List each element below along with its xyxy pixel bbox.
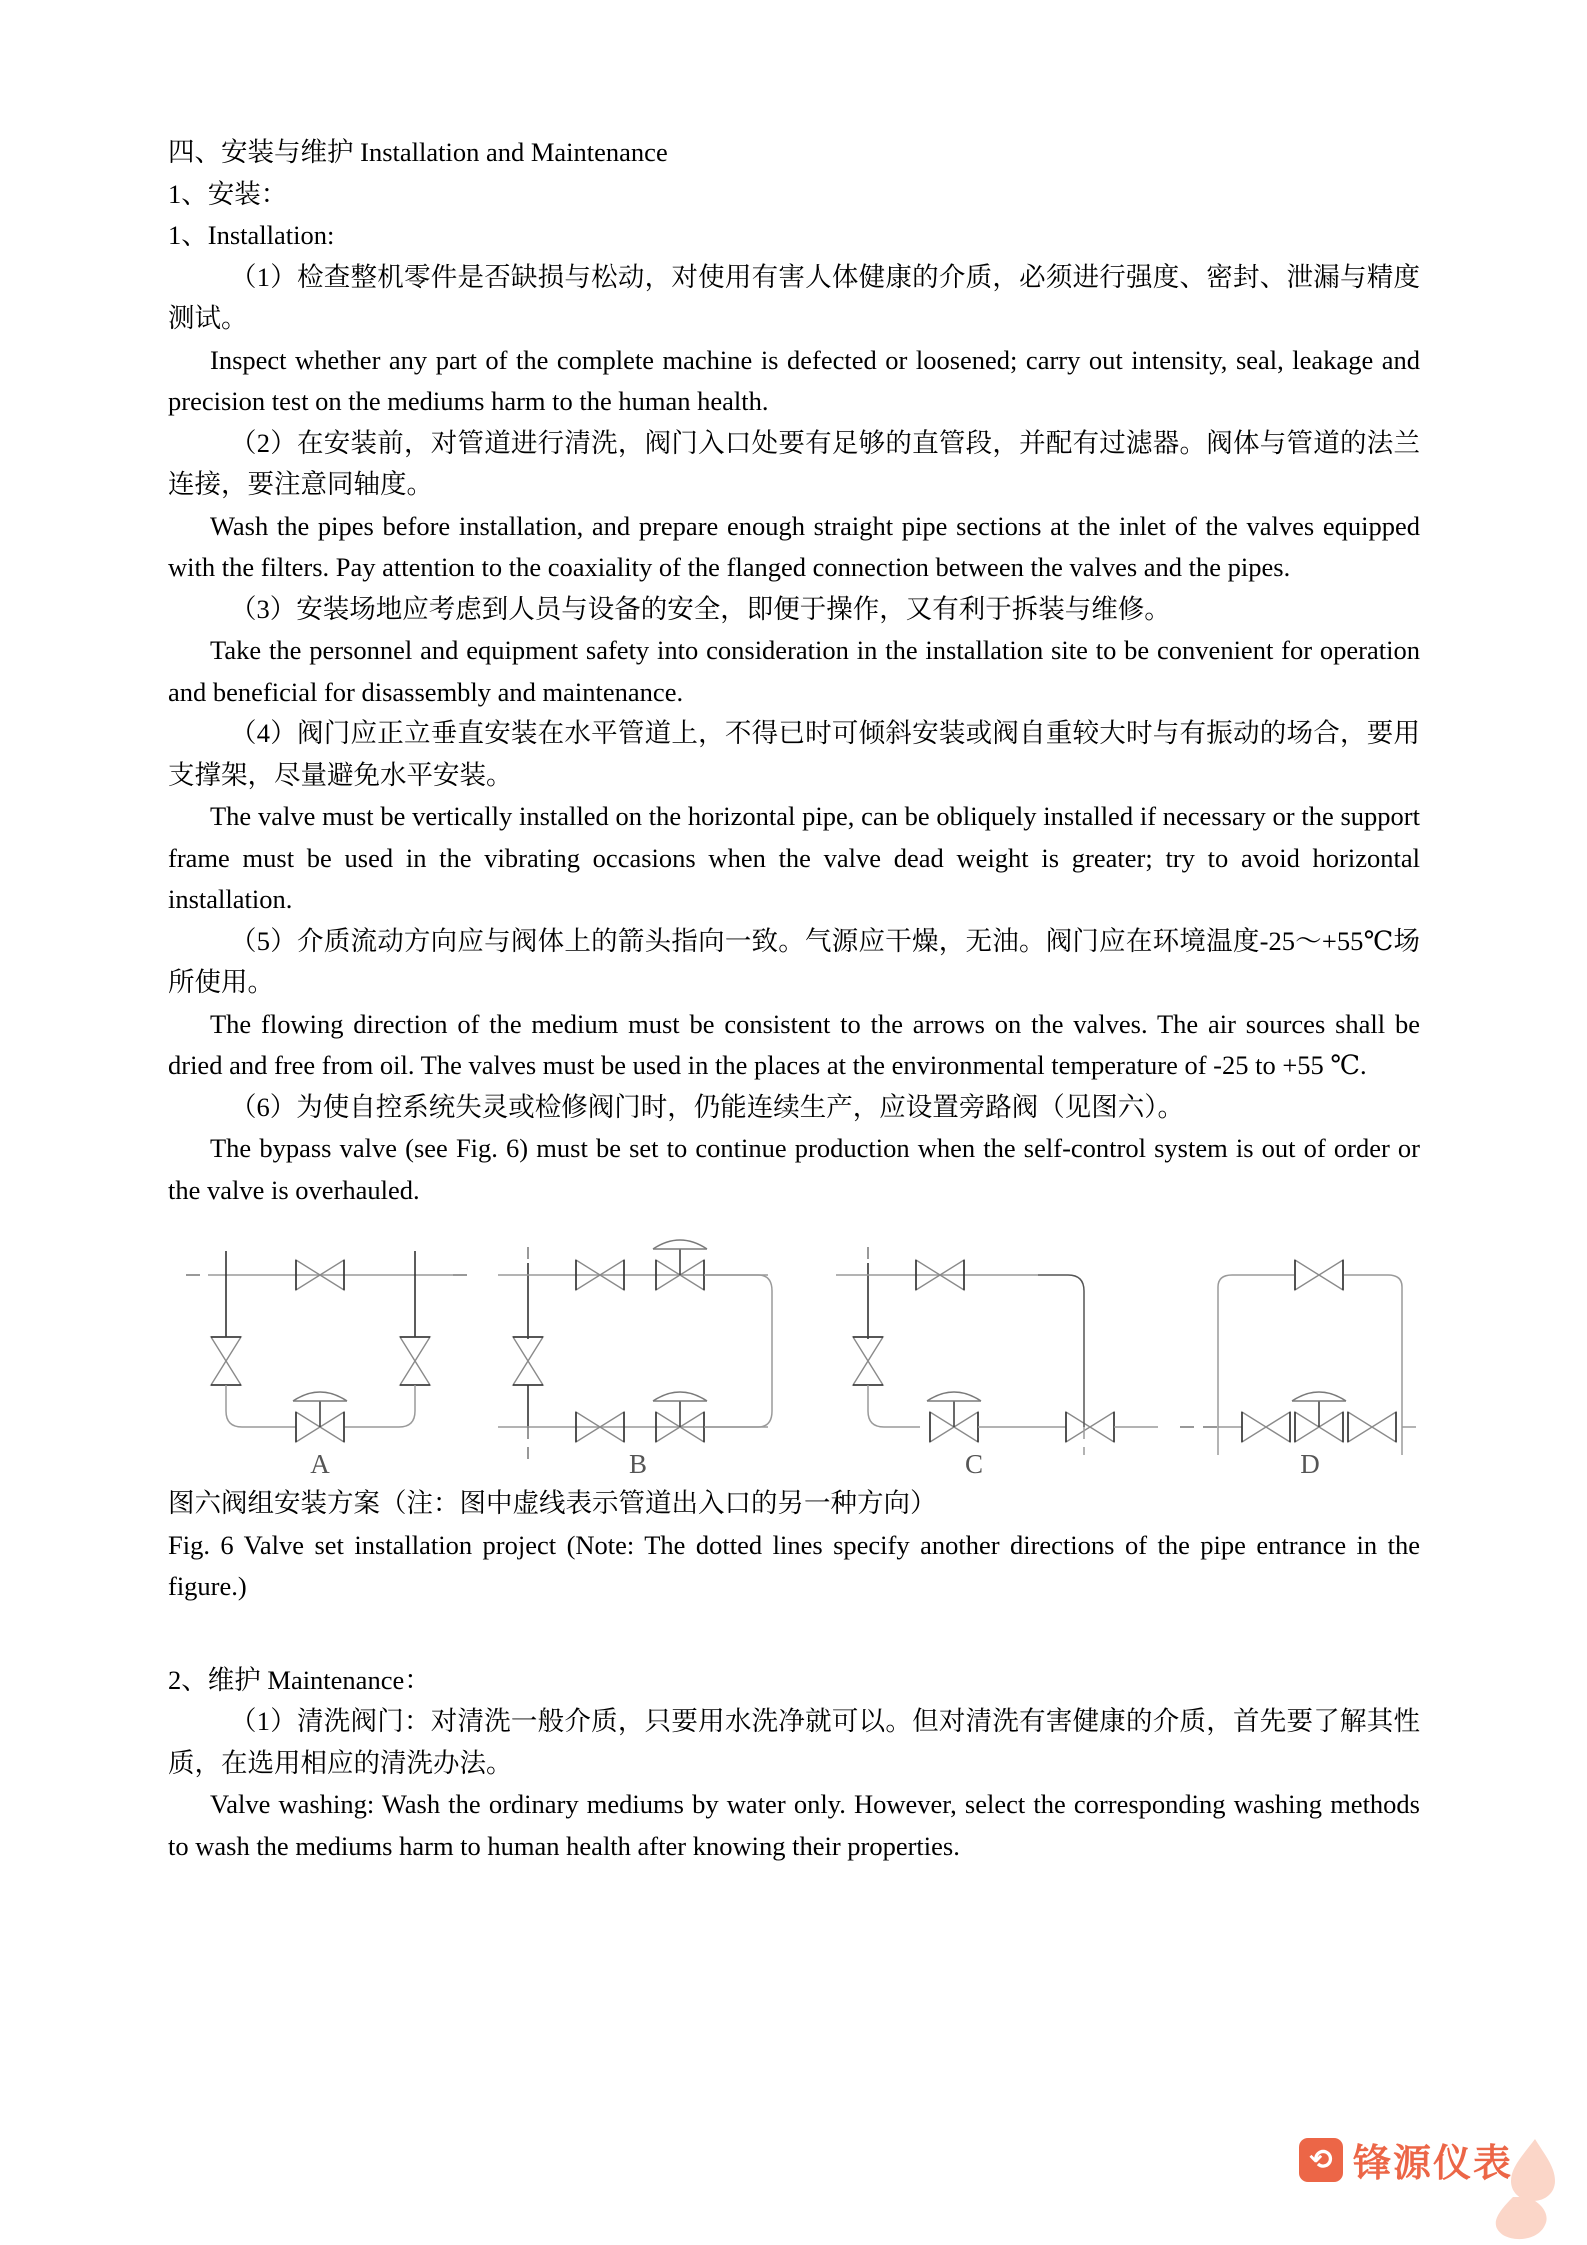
valve-scheme-c <box>836 1247 1158 1479</box>
paragraph-maintenance1-cn: （1）清洗阀门：对清洗一般介质，只要用水洗净就可以。但对清洗有害健康的介质，首先要了解其性质，在选用相应的清洗办法。 <box>168 1706 1420 1778</box>
paragraph-item5-cn: （5）介质流动方向应与阀体上的箭头指向一致。气源应干燥，无油。阀门应在环境温度-25～+55℃场所使用。 <box>168 925 1420 997</box>
brand-watermark <box>1299 2132 1513 2187</box>
paragraph-item6-cn: （6）为使自控系统失灵或检修阀门时，仍能连续生产，应设置旁路阀（见图六）。 <box>230 1091 1184 1122</box>
maintenance-heading: 2、维护 Maintenance： <box>168 1664 431 1695</box>
figure-label-a: A <box>310 1449 330 1479</box>
paragraph-item4-en: The valve must be vertically installed on the horizontal pipe, can be obliquely installed if necessary or the support frame must be used in the vibrating occasions when the valve dead weight is greater; try to avoid horizontal installation. <box>168 801 1420 914</box>
brand-name: 锋源仪表 <box>1352 2141 1513 2185</box>
brand-glyph: ⟲ <box>1309 2142 1333 2176</box>
valve-scheme-b <box>498 1240 772 1479</box>
paragraph-item3-cn: （3）安装场地应考虑到人员与设备的安全，即便于操作，又有利于拆装与维修。 <box>230 593 1171 624</box>
figure-caption-en: Fig. 6 Valve set installation project (Note: The dotted lines specify another directions of the pipe entrance in the figure.) <box>168 1529 1420 1601</box>
paragraph-item1-en: Inspect whether any part of the complete machine is defected or loosened; carry out intensity, seal, leakage and precision test on the mediums harm to the human health. <box>168 344 1420 416</box>
document-body <box>168 132 1420 1867</box>
figure-label-b: B <box>628 1449 648 1479</box>
valve-diagram-svg <box>168 1233 1420 1483</box>
brand-badge-icon <box>1299 2138 1343 2182</box>
figure-label-d: D <box>1300 1449 1320 1479</box>
sub-heading-cn: 1、安装： <box>168 178 288 209</box>
brand-droplet-icon <box>1483 2135 1569 2243</box>
paragraph-item1-cn: （1）检查整机零件是否缺损与松动，对使用有害人体健康的介质，必须进行强度、密封、泄漏与精度测试。 <box>168 261 1420 333</box>
figure-valve-set-installation <box>168 1233 1420 1483</box>
valve-scheme-a <box>186 1251 475 1479</box>
section-spacer <box>168 1608 1420 1660</box>
paragraph-item3-en: Take the personnel and equipment safety into consideration in the installation site to be convenient for operation and beneficial for disassembly and maintenance. <box>168 635 1420 707</box>
paragraph-item6-en: The bypass valve (see Fig. 6) must be set to continue production when the self-control system is out of order or the valve is overhauled. <box>168 1133 1420 1205</box>
paragraph-item2-en: Wash the pipes before installation, and prepare enough straight pipe sections at the inlet of the valves equipped with the filters. Pay attention to the coaxiality of the flanged connection between the valves and the pipes. <box>168 510 1420 582</box>
paragraph-item2-cn: （2）在安装前，对管道进行清洗，阀门入口处要有足够的直管段，并配有过滤器。阀体与管道的法兰连接，要注意同轴度。 <box>168 427 1420 499</box>
figure-label-c: C <box>964 1449 984 1479</box>
paragraph-item4-cn: （4）阀门应正立垂直安装在水平管道上，不得已时可倾斜安装或阀自重较大时与有振动的场合，要用支撑架，尽量避免水平安装。 <box>168 718 1420 790</box>
paragraph-maintenance1-en: Valve washing: Wash the ordinary mediums by water only. However, select the corresponding washing methods to wash the mediums harm to human health after knowing their properties. <box>168 1789 1420 1861</box>
section-heading: 四、安装与维护 Installation and Maintenance <box>168 137 668 167</box>
valve-scheme-d <box>1180 1260 1416 1479</box>
figure-caption-cn: 图六阀组安装方案（注：图中虚线表示管道出入口的另一种方向） <box>168 1488 937 1518</box>
sub-heading-en: 1、Installation: <box>168 220 335 250</box>
paragraph-item5-en: The flowing direction of the medium must be consistent to the arrows on the valves. The air sources shall be dried and free from oil. The valves must be used in the places at the environmental temperature of -25 to +55 ℃. <box>168 1008 1420 1080</box>
